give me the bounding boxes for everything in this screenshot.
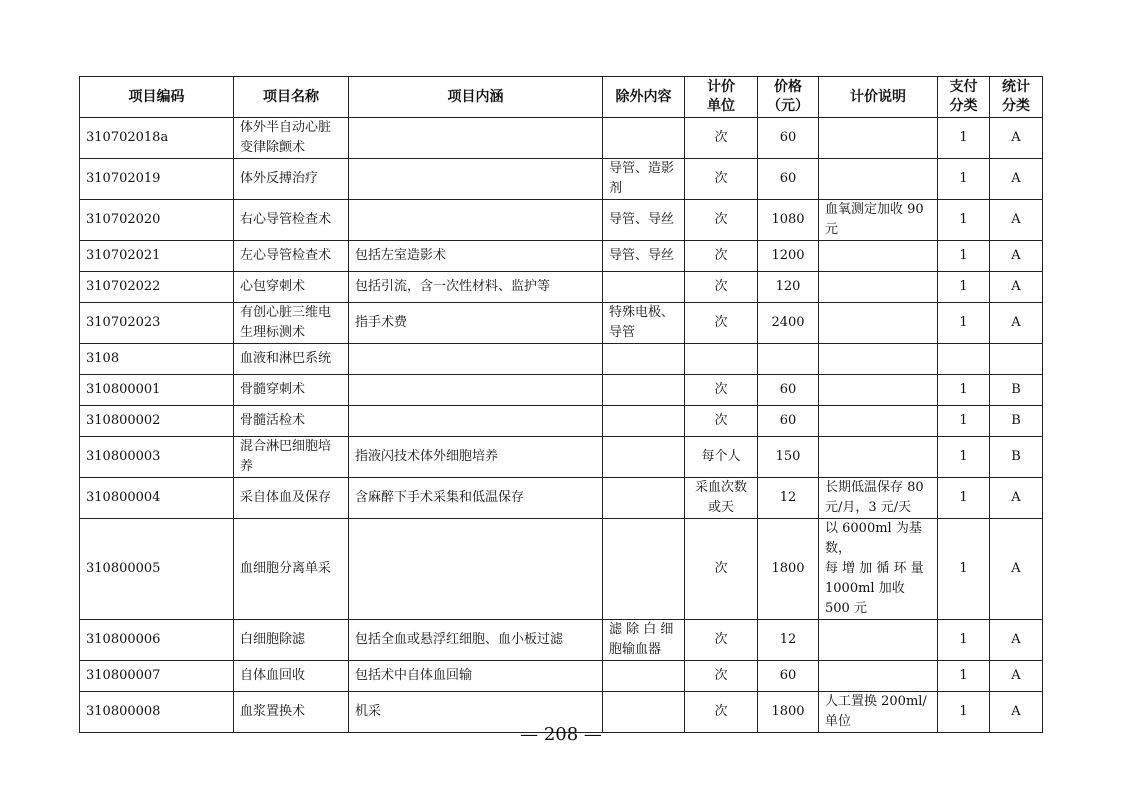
cell-price: 1200 [758,241,819,272]
cell-unit: 采血次数 或天 [685,478,758,519]
cell-pay: 1 [938,620,990,661]
table-row [80,478,1043,519]
header-pay: 支付 分类 [938,77,990,118]
cell-excluded [603,661,685,692]
cell-stat: A [990,519,1043,620]
table-row [80,303,1043,344]
cell-stat: A [990,661,1043,692]
cell-excluded: 特殊电极、 导管 [603,303,685,344]
cell-unit: 次 [685,661,758,692]
header-note: 计价说明 [819,77,938,118]
cell-code: 310702021 [80,241,234,272]
cell-unit: 次 [685,375,758,406]
cell-note [819,661,938,692]
cell-name: 血浆置换术 [234,692,349,733]
cell-note: 血氧测定加收 90 元 [819,200,938,241]
cell-code: 310800006 [80,620,234,661]
cell-name: 采自体血及保存 [234,478,349,519]
cell-price: 60 [758,661,819,692]
price-table [79,76,1043,733]
header-code: 项目编码 [80,77,234,118]
table-row [80,620,1043,661]
cell-code: 310800002 [80,406,234,437]
cell-excluded: 导管、导丝 [603,241,685,272]
cell-code: 310800007 [80,661,234,692]
cell-price: 60 [758,375,819,406]
header-stat: 统计 分类 [990,77,1043,118]
cell-pay [938,344,990,375]
header-price: 价格 （元） [758,77,819,118]
cell-pay: 1 [938,159,990,200]
cell-code: 310800005 [80,519,234,620]
cell-content [349,519,603,620]
table-row [80,437,1043,478]
table-row [80,241,1043,272]
table-row [80,272,1043,303]
cell-note [819,620,938,661]
cell-note: 以 6000ml 为基数， 每 增 加 循 环 量 1000ml 加收 500 元 [819,519,938,620]
cell-code: 310800003 [80,437,234,478]
cell-content: 机采 [349,692,603,733]
cell-note: 人工置换 200ml/ 单位 [819,692,938,733]
cell-content: 指液闪技术体外细胞培养 [349,437,603,478]
cell-unit: 每个人 [685,437,758,478]
cell-note [819,344,938,375]
cell-stat: A [990,303,1043,344]
cell-unit [685,344,758,375]
cell-excluded [603,519,685,620]
cell-name: 骨髓穿刺术 [234,375,349,406]
cell-note: 长期低温保存 80 元/月，3 元/天 [819,478,938,519]
cell-content: 指手术费 [349,303,603,344]
cell-code: 310800001 [80,375,234,406]
cell-code: 310800004 [80,478,234,519]
cell-unit: 次 [685,241,758,272]
table-body [80,118,1043,733]
cell-unit: 次 [685,303,758,344]
cell-stat: B [990,375,1043,406]
cell-note [819,241,938,272]
cell-stat: A [990,692,1043,733]
cell-pay: 1 [938,272,990,303]
cell-note [819,406,938,437]
cell-excluded: 导管、造影 剂 [603,159,685,200]
cell-code: 3108 [80,344,234,375]
table-row [80,159,1043,200]
cell-content: 包括引流，含一次性材料、监护等 [349,272,603,303]
cell-price: 150 [758,437,819,478]
table-row [80,118,1043,159]
cell-price: 1080 [758,200,819,241]
cell-code: 310702020 [80,200,234,241]
cell-name: 血液和淋巴系统 [234,344,349,375]
header-name: 项目名称 [234,77,349,118]
cell-pay: 1 [938,437,990,478]
cell-price: 12 [758,478,819,519]
cell-pay: 1 [938,478,990,519]
cell-excluded [603,406,685,437]
cell-unit: 次 [685,118,758,159]
cell-content [349,344,603,375]
cell-pay: 1 [938,692,990,733]
cell-code: 310702018a [80,118,234,159]
cell-price: 1800 [758,519,819,620]
table-row [80,375,1043,406]
cell-pay: 1 [938,303,990,344]
cell-unit: 次 [685,406,758,437]
cell-content: 包括全血或悬浮红细胞、血小板过滤 [349,620,603,661]
cell-unit: 次 [685,620,758,661]
cell-excluded: 滤 除 白 细 胞输血器 [603,620,685,661]
cell-name: 体外反搏治疗 [234,159,349,200]
cell-name: 心包穿刺术 [234,272,349,303]
cell-pay: 1 [938,519,990,620]
cell-name: 有创心脏三维电 生理标测术 [234,303,349,344]
cell-price: 60 [758,159,819,200]
cell-pay: 1 [938,200,990,241]
cell-unit: 次 [685,159,758,200]
cell-content [349,375,603,406]
cell-price: 60 [758,406,819,437]
cell-pay: 1 [938,375,990,406]
cell-name: 血细胞分离单采 [234,519,349,620]
cell-unit: 次 [685,692,758,733]
cell-note [819,272,938,303]
cell-content: 包括左室造影术 [349,241,603,272]
header-content: 项目内涵 [349,77,603,118]
cell-name: 自体血回收 [234,661,349,692]
cell-stat: B [990,406,1043,437]
cell-stat: A [990,200,1043,241]
cell-excluded [603,344,685,375]
cell-unit: 次 [685,519,758,620]
cell-excluded [603,272,685,303]
cell-pay: 1 [938,241,990,272]
cell-name: 右心导管检查术 [234,200,349,241]
cell-price: 2400 [758,303,819,344]
cell-note [819,303,938,344]
cell-stat: A [990,241,1043,272]
cell-code: 310800008 [80,692,234,733]
cell-note [819,118,938,159]
cell-stat: A [990,272,1043,303]
cell-note [819,437,938,478]
cell-name: 体外半自动心脏 变律除颤术 [234,118,349,159]
cell-pay: 1 [938,118,990,159]
cell-content [349,406,603,437]
page-number: — 208 — [520,724,602,745]
cell-excluded: 导管、导丝 [603,200,685,241]
cell-pay: 1 [938,661,990,692]
cell-name: 混合淋巴细胞培 养 [234,437,349,478]
cell-stat [990,344,1043,375]
cell-excluded [603,478,685,519]
table-row [80,200,1043,241]
cell-unit: 次 [685,200,758,241]
cell-price: 1800 [758,692,819,733]
cell-price: 12 [758,620,819,661]
table-row [80,519,1043,620]
cell-stat: A [990,159,1043,200]
cell-content [349,159,603,200]
header-row [80,77,1043,118]
cell-content: 包括术中自体血回输 [349,661,603,692]
cell-name: 骨髓活检术 [234,406,349,437]
cell-excluded [603,437,685,478]
cell-stat: A [990,478,1043,519]
header-excluded: 除外内容 [603,77,685,118]
cell-content: 含麻醉下手术采集和低温保存 [349,478,603,519]
table-row [80,661,1043,692]
cell-stat: A [990,620,1043,661]
cell-stat: B [990,437,1043,478]
cell-pay: 1 [938,406,990,437]
cell-content [349,118,603,159]
cell-excluded [603,118,685,159]
cell-unit: 次 [685,272,758,303]
cell-excluded [603,375,685,406]
cell-content [349,200,603,241]
cell-code: 310702019 [80,159,234,200]
cell-name: 左心导管检查术 [234,241,349,272]
cell-code: 310702022 [80,272,234,303]
cell-note [819,159,938,200]
cell-note [819,375,938,406]
table-row [80,406,1043,437]
cell-price: 120 [758,272,819,303]
cell-stat: A [990,118,1043,159]
cell-code: 310702023 [80,303,234,344]
cell-price [758,344,819,375]
header-unit: 计价 单位 [685,77,758,118]
cell-price: 60 [758,118,819,159]
cell-name: 白细胞除滤 [234,620,349,661]
table-row [80,344,1043,375]
